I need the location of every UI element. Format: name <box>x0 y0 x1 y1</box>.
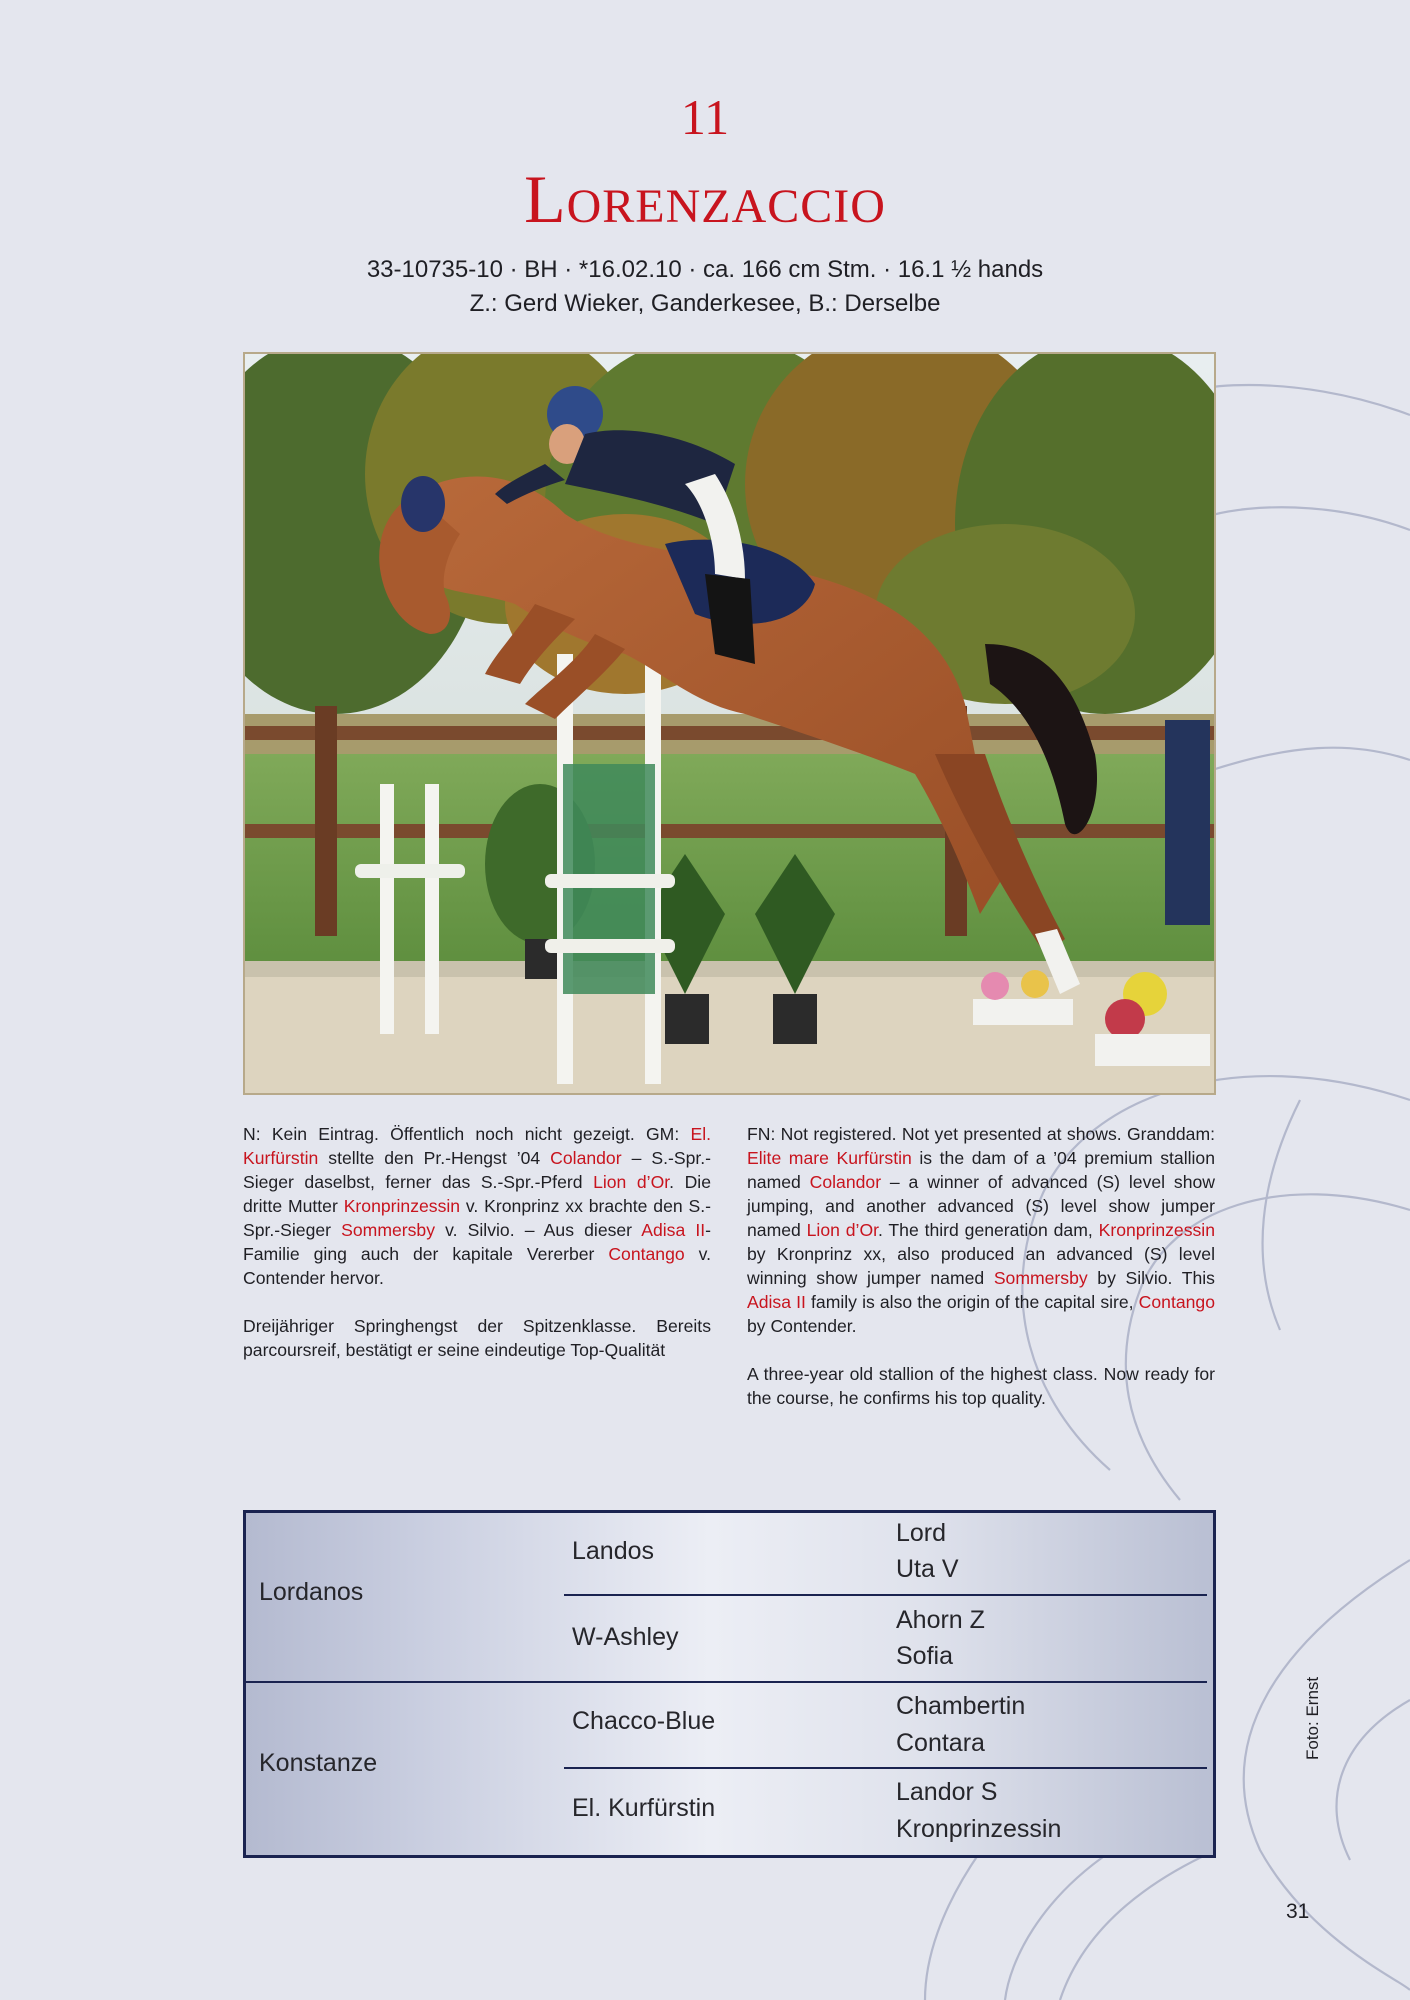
text-run: FN: Not registered. Not yet presented at shows. Granddam: <box>747 1124 1215 1144</box>
pedigree-divider-main <box>246 1681 1207 1683</box>
pedigree-g3-5: Chambertin <box>896 1692 1026 1720</box>
text-run: family is also the origin of the capital sire, <box>805 1292 1139 1312</box>
description-english <box>747 1122 1215 1410</box>
highlighted-name: Kronprinzessin <box>1098 1220 1215 1240</box>
horse-info-line: 33-10735-10 · BH · *16.02.10 · ca. 166 cm Stm. · 16.1 ½ hands <box>366 256 1044 283</box>
highlighted-name: Contango <box>1138 1292 1215 1312</box>
text-run: N: Kein Eintrag. Öffentlich noch nicht gezeigt. GM: <box>243 1124 691 1144</box>
description-english-summary: A three-year old stallion of the highest class. Now ready for the course, he confirms his top quality. <box>747 1364 1215 1408</box>
text-run: v. Contender hervor. <box>243 1244 711 1288</box>
page-number: 31 <box>1286 1900 1310 1923</box>
highlighted-name: El. Kurfürstin <box>243 1124 711 1168</box>
text-run: is the dam of a ’04 premium stallion named <box>747 1148 1215 1192</box>
pedigree-g3-8: Kronprinzessin <box>896 1815 1062 1843</box>
pedigree-sire-sire: Landos <box>572 1537 655 1565</box>
show-jumping-photo <box>243 352 1216 1095</box>
pedigree-sire-dam: W-Ashley <box>572 1623 679 1651</box>
highlighted-name: Adisa II <box>747 1292 806 1312</box>
text-run: by Silvio. This <box>1087 1268 1215 1288</box>
text-run: . Die dritte Mutter <box>243 1172 711 1216</box>
breeder-owner-line: Z.: Gerd Wieker, Ganderkesee, B.: Derselbe <box>469 290 941 317</box>
highlighted-name: Colandor <box>550 1148 622 1168</box>
highlighted-name: Lion d’Or <box>593 1172 670 1192</box>
pedigree-table <box>243 1510 1216 1858</box>
highlighted-name: Sommersby <box>341 1220 436 1240</box>
highlighted-name: Contango <box>608 1244 685 1264</box>
pedigree-dam-sire: Chacco-Blue <box>572 1707 716 1735</box>
highlighted-name: Elite mare Kurfürstin <box>747 1148 912 1168</box>
text-run: v. Silvio. – Aus dieser <box>435 1220 642 1240</box>
highlighted-name: Kronprinzessin <box>343 1196 461 1216</box>
pedigree-dam-dam: El. Kurfürstin <box>572 1794 716 1822</box>
text-run: – S.-Spr.-Sieger daselbst, ferner das S.-Spr.-Pferd <box>243 1148 711 1192</box>
pedigree-g3-7: Landor S <box>896 1778 998 1806</box>
description-german-summary: Dreijähriger Springhengst der Spitzenklasse. Bereits parcoursreif, bestätigt er seine eindeutige Top-Qualität <box>243 1316 711 1360</box>
highlighted-name: Adisa II <box>641 1220 706 1240</box>
text-run: -Familie ging auch der kapitale Vererber <box>243 1220 711 1264</box>
pedigree-sire: Lordanos <box>259 1578 364 1606</box>
text-run: by Kronprinz xx, also produced an advanced (S) level winning show jumper named <box>747 1244 1215 1288</box>
description-german <box>243 1122 711 1362</box>
pedigree-g3-3: Ahorn Z <box>896 1606 985 1634</box>
text-run: . The third generation dam, <box>878 1220 1099 1240</box>
description-english-paragraph <box>747 1122 1215 1338</box>
photo-credit: Foto: Ernst <box>1303 1676 1322 1760</box>
text-run: v. Kronprinz xx brachte den S.-Spr.-Sieger <box>243 1196 711 1240</box>
pedigree-g3-2: Uta V <box>896 1555 959 1583</box>
description-german-paragraph <box>243 1122 711 1290</box>
lot-number: 11 <box>680 89 730 145</box>
highlighted-name: Lion d’Or <box>806 1220 879 1240</box>
highlighted-name: Sommersby <box>993 1268 1088 1288</box>
pedigree-g3-4: Sofia <box>896 1642 953 1670</box>
highlighted-name: Colandor <box>809 1172 882 1192</box>
pedigree-divider <box>564 1767 1207 1769</box>
text-run: by Contender. <box>747 1316 857 1336</box>
pedigree-g3-1: Lord <box>896 1519 947 1547</box>
pedigree-g3-6: Contara <box>896 1729 985 1757</box>
text-run: – a winner of advanced (S) level show jumping, and another advanced (S) level show jumper named <box>747 1172 1215 1240</box>
pedigree-dam: Konstanze <box>259 1749 378 1777</box>
horse-name: Lorenzaccio <box>524 161 886 237</box>
text-run: stellte den Pr.-Hengst ’04 <box>318 1148 551 1168</box>
pedigree-divider <box>564 1594 1207 1596</box>
